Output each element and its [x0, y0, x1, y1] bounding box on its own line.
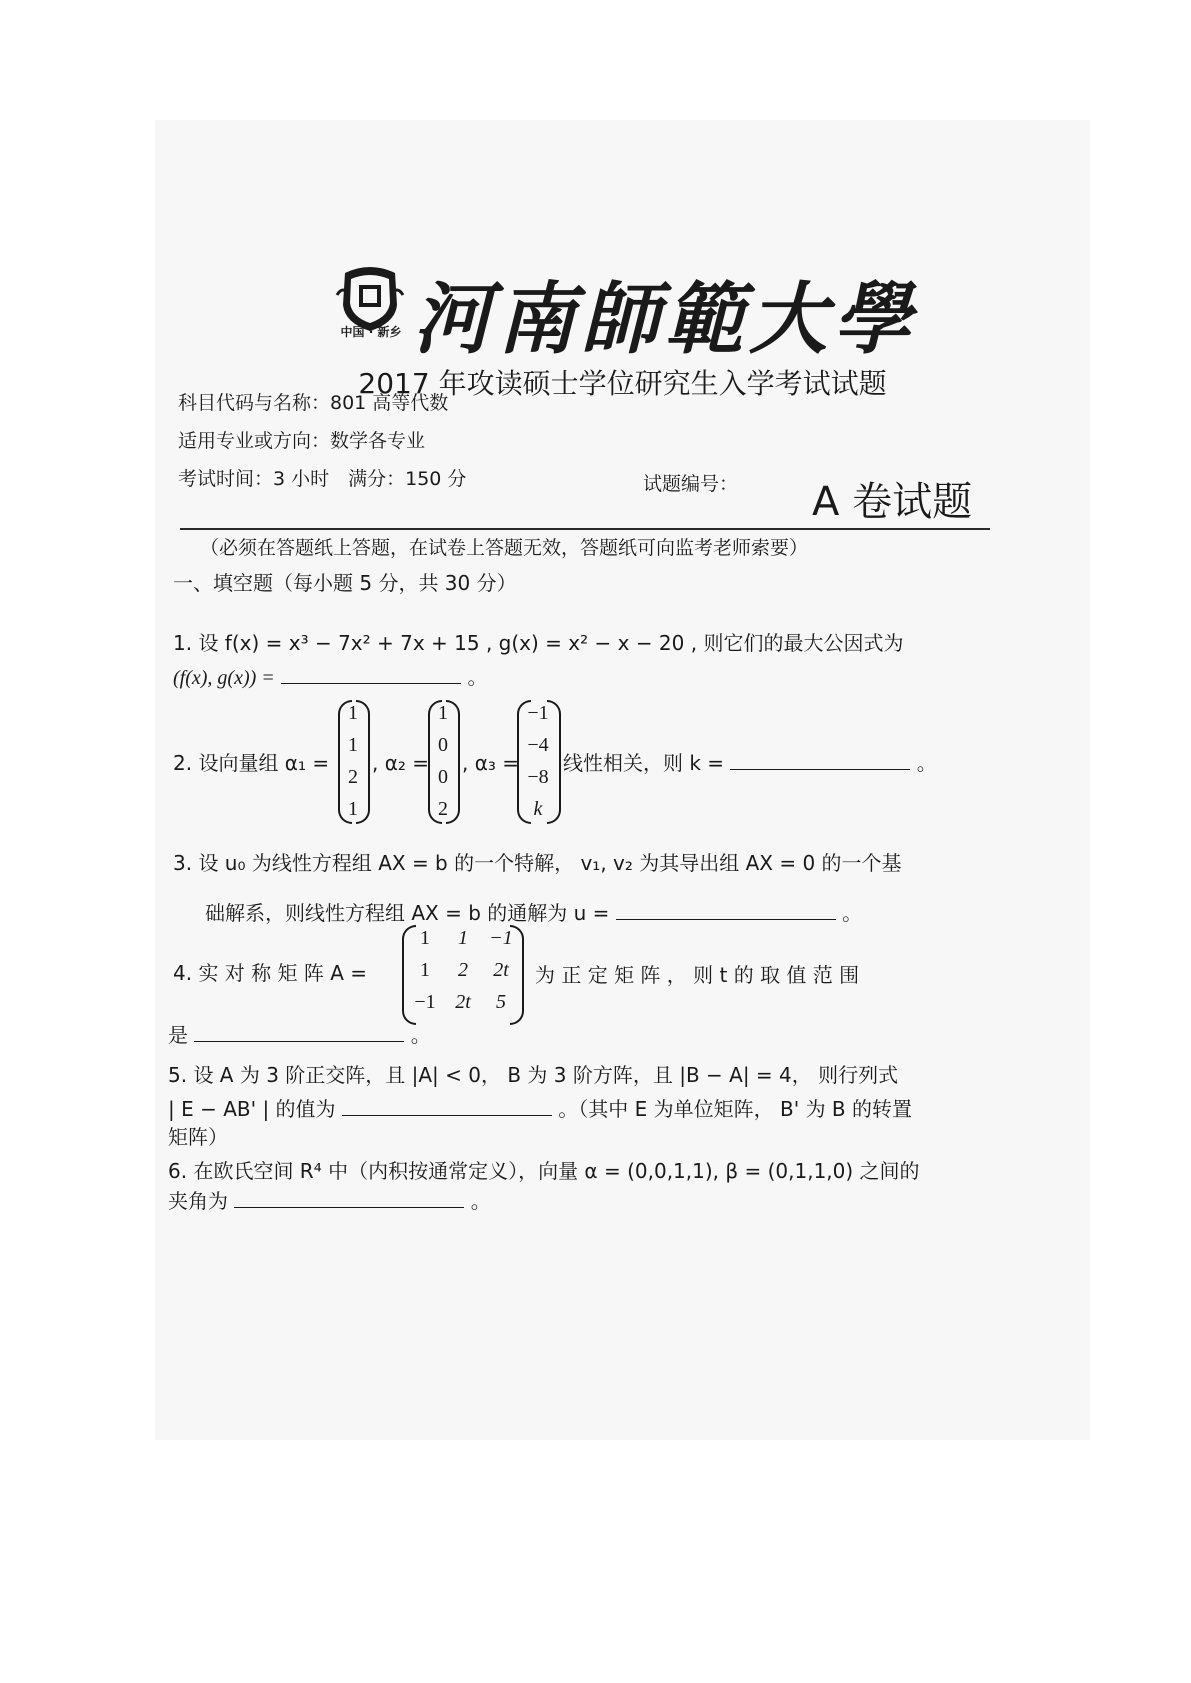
major-line: 适用专业或方向：数学各专业	[178, 430, 426, 452]
university-name: 河南師範大學	[413, 274, 918, 365]
question-4-suffix: 为 正 定 矩 阵 ， 则 t 的 取 值 范 围	[535, 963, 860, 987]
question-2-mid-1: , α₂ =	[372, 751, 430, 775]
question-5-line-1: 5. 设 A 为 3 阶正交阵，且 |A| < 0， B 为 3 阶方阵，且 |B − A| = 4， 则行列式	[168, 1063, 899, 1087]
answer-blank-6[interactable]	[234, 1189, 464, 1208]
question-3-line-1: 3. 设 u₀ 为线性方程组 AX = b 的一个特解， v₁, v₂ 为其导出组 AX = 0 的一个基	[173, 851, 902, 875]
matrix-col-2: 1 2 2t	[455, 927, 471, 1013]
exam-title: 2017 年攻读硕士学位研究生入学考试试题	[358, 367, 887, 400]
question-6-line-1: 6. 在欧氏空间 R⁴ 中（内积按通常定义），向量 α = (0,0,1,1), β = (0,1,1,0) 之间的	[168, 1159, 920, 1183]
question-3-line-2: 础解系，则线性方程组 AX = b 的通解为 u = 。	[205, 901, 863, 925]
question-6-line-2: 夹角为 。	[168, 1189, 491, 1213]
logo-location-text: 中国 · 新乡	[340, 325, 402, 339]
question-4-line-2: 是 。	[168, 1023, 431, 1047]
paper-number-label: 试题编号：	[643, 473, 739, 495]
question-2-prefix: 2. 设向量组 α₁ =	[173, 751, 330, 775]
question-4-prefix: 4. 实 对 称 矩 阵 A =	[173, 961, 368, 985]
answer-blank-1[interactable]	[281, 665, 461, 684]
subject-line: 科目代码与名称：801 高等代数	[178, 392, 449, 414]
question-1-line-1: 1. 设 f(x) = x³ − 7x² + 7x + 15 , g(x) = x² − x − 20 , 则它们的最大公因式为	[173, 631, 904, 655]
paper-tag: A 卷试题	[812, 479, 973, 525]
answer-blank-3[interactable]	[616, 901, 836, 920]
vector-alpha1: 1 1 2 1	[348, 702, 358, 820]
answer-blank-2[interactable]	[730, 751, 910, 770]
matrix-bracket	[510, 925, 524, 1025]
question-2-suffix: 线性相关，则 k = 。	[563, 751, 937, 775]
vector-alpha3: −1 −4 −8 k	[527, 702, 549, 820]
matrix-col-3: −1 2t 5	[489, 927, 513, 1013]
answer-sheet-note: （必须在答题纸上答题，在试卷上答题无效，答题纸可向监考老师索要）	[200, 537, 809, 559]
question-1-line-2: (f(x), g(x)) = 。	[173, 665, 488, 689]
answer-blank-5[interactable]	[342, 1097, 552, 1116]
header-divider	[180, 528, 990, 530]
answer-blank-4[interactable]	[194, 1023, 404, 1042]
question-2-mid-2: , α₃ =	[462, 751, 520, 775]
university-logo	[335, 265, 918, 365]
matrix-bracket	[547, 700, 561, 824]
vector-alpha2: 1 0 0 2	[438, 702, 448, 820]
section-heading: 一、填空题（每小题 5 分，共 30 分）	[173, 571, 517, 595]
matrix-col-1: 1 1 −1	[414, 927, 436, 1013]
question-5-line-2: | E − AB' | 的值为 。（其中 E 为单位矩阵， B' 为 B 的转置	[168, 1097, 913, 1121]
question-5-line-3: 矩阵）	[168, 1125, 228, 1149]
time-score-line: 考试时间：3 小时 满分：150 分	[178, 468, 467, 490]
matrix-bracket	[356, 700, 370, 824]
matrix-bracket	[446, 700, 460, 824]
